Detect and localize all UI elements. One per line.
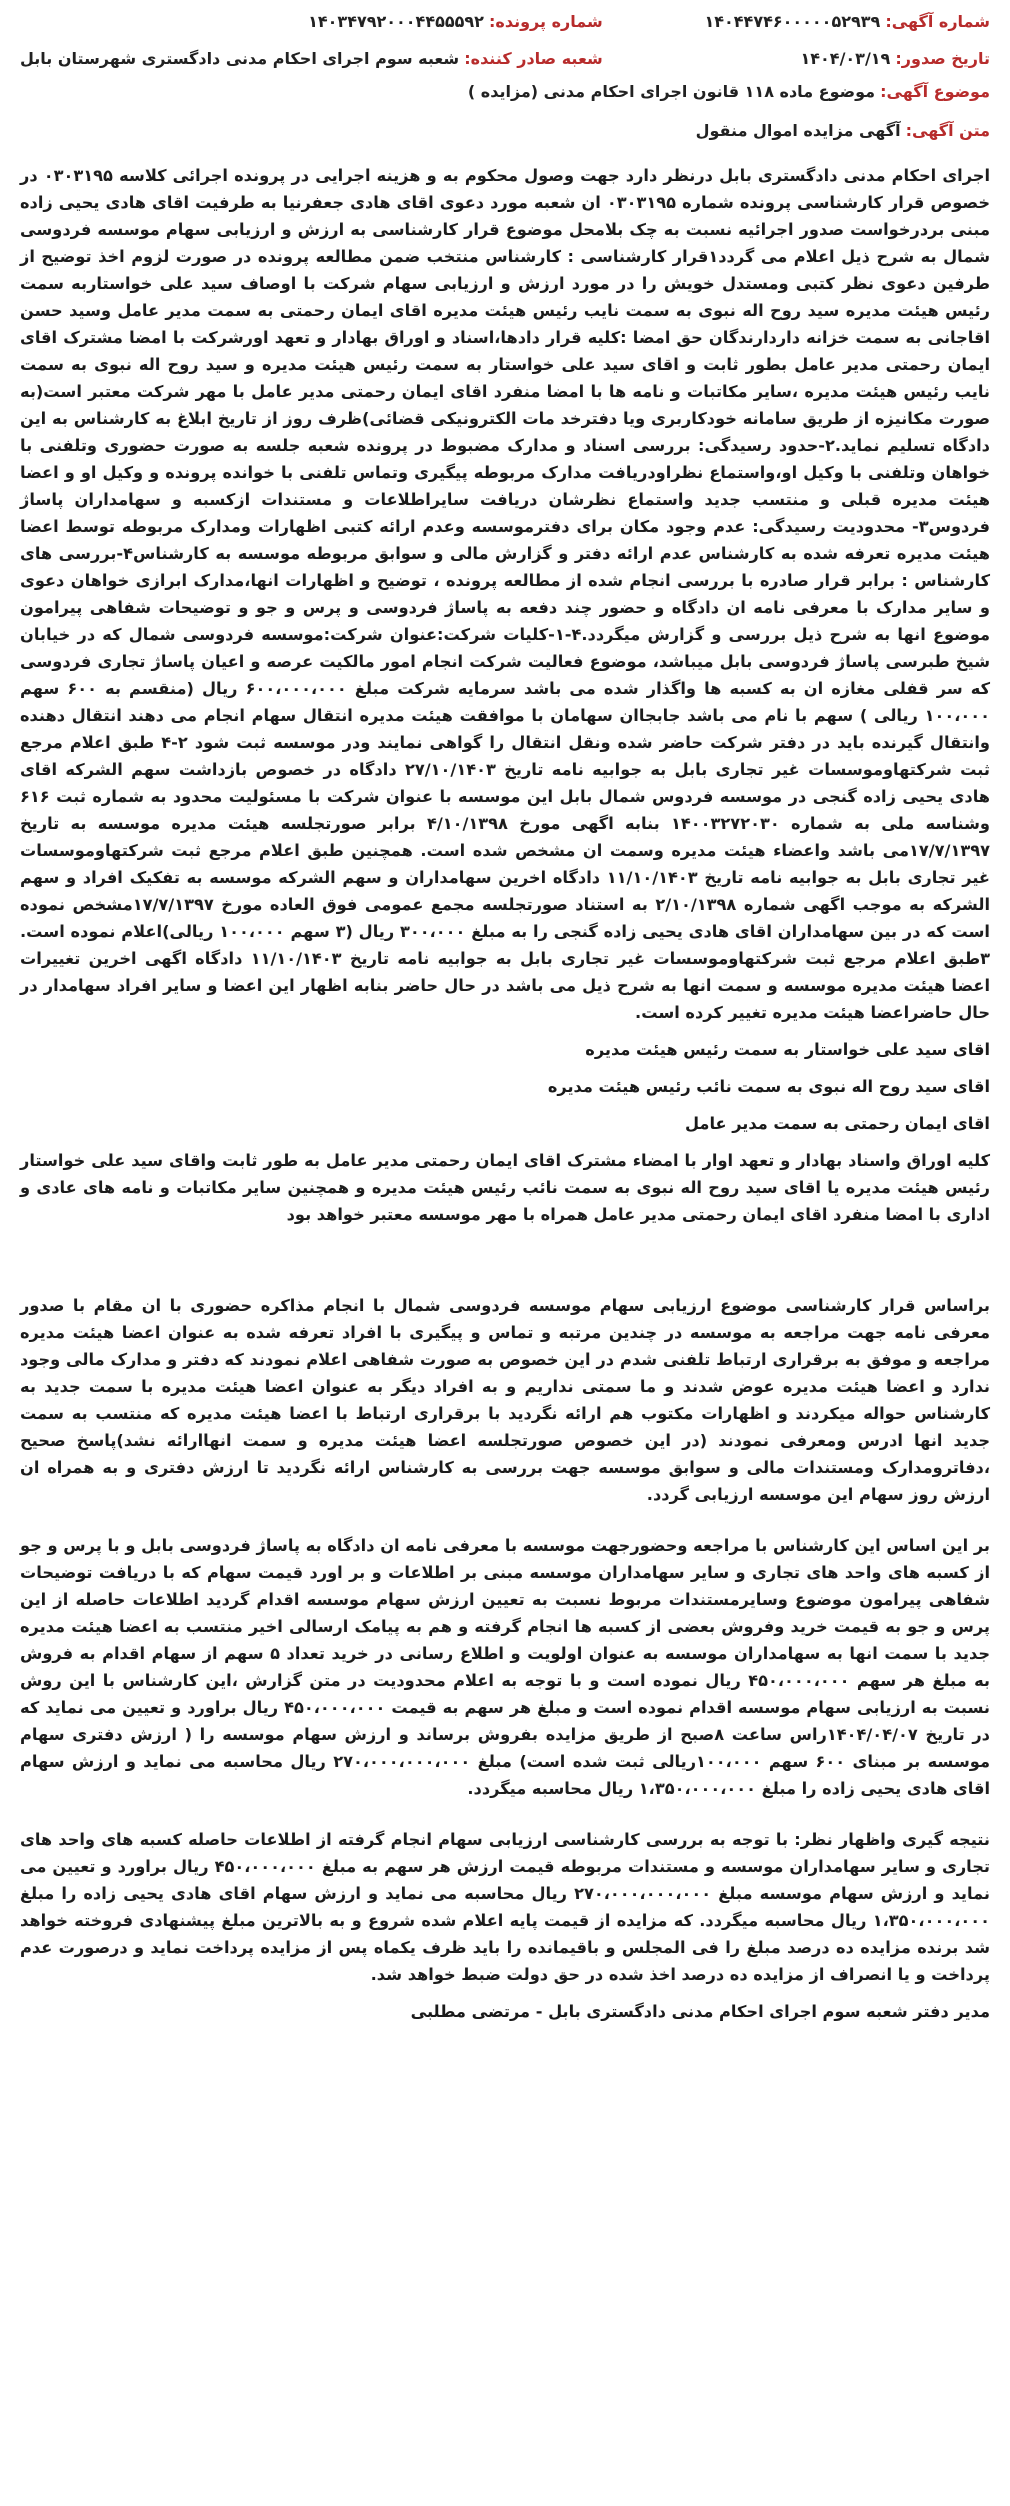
section-gap [20, 1228, 990, 1292]
ad-number-value: ۱۴۰۴۴۷۴۶۰۰۰۰۰۵۲۹۳۹ [704, 12, 881, 31]
body-paragraph-1: اجرای احکام مدنی دادگستری بابل درنظر دارد جهت وصول محکوم به و هزینه اجرایی در پرونده اجرائی کلاسه ۰۳۰۳۱۹۵ در خصوص قرار کارشناسی پرونده شماره ۰۳۰۳۱۹۵ ان شعبه مورد دعوی اقای هادی جعفرنیا به طرفیت اقای هادی یحیی زاده مبنی بردرخواست صدور اجرائیه نسبت به چک بلامحل موضوع قرار کارشناسی به ارزش و ارزیابی سهام موسسه فردوسی شمال به شرح ذیل اعلام می گردد۱قرار کارشناسی : کارشناس منتخب ضمن مطالعه پرونده در صورت لزوم اخذ توضیح از طرفین دعوی نظر کتبی ومستدل خویش را در مورد ارزش و ارزیابی سهام شرکت با اوصاف سید علی خواستاربه سمت رئیس هیئت مدیره سید روح اله نبوی به سمت نایب رئیس هیئت مدیره اقای ایمان رحمتی به سمت مدیر عامل وسید حسن اقاجانی به سمت خزانه داردارندگان حق امضا :کلیه قرار دادها،اسناد و اوراق بهادار و تعهد اورشرکت با امضا مشترک اقای ایمان رحمتی مدیر عامل بطور ثابت و اقای سید علی خواستار به سمت رئیس هیئت مدیره و سید روح اله نبوی به سمت نایب رئیس هیئت مدیره ،سایر مکاتبات و نامه ها با امضا منفرد اقای ایمان رحمتی مدیر عامل با مهر شرکت معتبر است(به صورت مکانیزه از طریق سامانه خودکاربری ویا دفترخد مات الکترونیکی قضائی)ظرف روز از تاریخ ابلاغ به کارشناس به این دادگاه تسلیم نماید.۲-حدود رسیدگی: بررسی اسناد و مدارک مضبوط در پرونده شعبه جلسه به صورت حضوری وتلفنی با خواهان وتلفنی با وکیل او،واستماع نظراودریافت مدارک مربوطه پیگیری وتماس تلفنی با خوانده پرونده و وکیل او و اعضا هیئت مدیره قبلی و منتسب جدید واستماع نظرشان دریافت سایراطلاعات و مستندات ازکسبه و سهامداران پاساژ فردوس۳- محدودیت رسیدگی: عدم وجود مکان برای دفترموسسه وعدم ارائه کتبی اظهارات ومدارک مربوطه توسط اعضا هیئت مدیره تعرفه شده به کارشناس عدم ارائه دفتر و گزارش مالی و سوابق مربوطه موسسه به کارشناس۴-بررسی های کارشناس : برابر قرار صادره با بررسی انجام شده از مطالعه پرونده ، توضیح و اظهارات انها،مدارک ابرازی خواهان دعوی و سایر مدارک با معرفی نامه ان دادگاه و حضور چند دفعه به پاساژ فردوسی و پرس و جو و توضیحات شفاهی پیرامون موضوع انها به شرح ذیل بررسی و گزارش میگردد.۴-۱-کلیات شرکت:عنوان شرکت:موسسه فردوسی شمال که در خیابان شیخ طبرسی پاساژ فردوسی بابل میباشد، موضوع فعالیت شرکت انجام امور مالکیت عرصه و اعیان پاساژ تجاری فردوسی که سر قفلی مغازه ان به کسبه ها واگذار شده می باشد سرمایه شرکت مبلغ ۶۰۰،۰۰۰،۰۰۰ ریال (منقسم به ۶۰۰ سهم ۱۰۰،۰۰۰ ریالی ) سهم با نام می باشد جابجاان سهامان با موافقت هیئت مدیره انتقال سهام انجام می دهند انتقال دهنده وانتقال گیرنده باید در دفتر شرکت حاضر شده ونقل انتقال را گواهی نمایند ودر موسسه ثبت شود ۲-۴ طبق اعلام مرجع ثبت شرکتهاوموسسات غیر تجاری بابل به جوابیه نامه تاریخ ۲۷/۱۰/۱۴۰۳ دادگاه در خصوص بازداشت سهم الشرکه اقای هادی یحیی زاده گنجی در موسسه فردوس شمال بابل این موسسه با عنوان شرکت با مسئولیت محدود به شماره ثبت ۶۱۶ وشناسه ملی به شماره ۱۴۰۰۳۲۷۲۰۳۰ بنابه اگهی مورخ ۴/۱۰/۱۳۹۸ برابر صورتجلسه هیئت مدیره موسسه به تاریخ ۱۷/۷/۱۳۹۷می باشد واعضاء هیئت مدیره وسمت ان مشخص شده است. همچنین طبق اعلام مرجع ثبت شرکتهاوموسسات غیر تجاری بابل به جوابیه نامه تاریخ ۱۱/۱۰/۱۴۰۳ دادگاه اخرین سهامداران و سهم الشرکه موسسه به تفکیک افراد و سهم الشرکه به موجب اگهی شماره ۲/۱۰/۱۳۹۸ به استناد صورتجلسه مجمع عمومی فوق العاده مورخ ۱۷/۷/۱۳۹۷مشخص نموده است که در بین سهامداران اقای هادی یحیی زاده گنجی را به مبلغ ۳۰۰،۰۰۰ ریال (۳ سهم ۱۰۰،۰۰۰ ریالی)اعلام نموده است. ۳طبق اعلام مرجع ثبت شرکتهاوموسسات غیر تجاری بابل به جوابیه نامه تاریخ ۱۱/۱۰/۱۴۰۳ دادگاه اگهی اخرین تغییرات اعضا هیئت مدیره موسسه و سمت انها به شرح ذیل می باشد در حال حاضر بنابه اظهار این اعضا و سایر افراد سهامدار در حال حاضراعضا هیئت مدیره تغییر کرده است. [20, 166, 991, 1022]
body-paragraph-4: بر این اساس این کارشناس با مراجعه وحضورجهت موسسه با معرفی نامه ان دادگاه به پاساژ فردوسی بابل و با پرس و جو از کسبه های واحد های تجاری و سایر سهامداران موسسه مبنی بر اطلاعات و بر اورد قیمت سهام که با دریافت توضیحات شفاهی پیرامون موضوع وسایرمستندات مربوط نسبت به تعیین ارزش سهام موسسه اقدام گردید اطلاعات حاصله از این پرس و جو به قیمت خرید وفروش بعضی از کسبه ها انجام گرفته و هم به پیامک ارسالی اخیر منتسب به اعضا هیئت مدیره جدید با سمت انها به سهامداران موسسه به عنوان اولویت و اطلاع رسانی در خرید تعداد ۵ سهم از سهام اقدام به فروش به مبلغ هر سهم ۴۵۰،۰۰۰،۰۰۰ ریال نموده است و با توجه به اعلام محدودیت در متن گزارش ،این کارشناس با این روش نسبت به ارزیابی سهام موسسه اقدام نموده است و مبلغ هر سهم به قیمت ۴۵۰،۰۰۰،۰۰۰ ریال براورد و تعیین می نماید که در تاریخ ۱۴۰۴/۰۴/۰۷راس ساعت ۸صبح از طریق مزایده بفروش برساند و ارزش سهام موسسه را ( ارزش دفتری سهام موسسه بر مبنای ۶۰۰ سهم ۱۰۰،۰۰۰ریالی ثبت شده است) مبلغ ۲۷۰،۰۰۰،۰۰۰،۰۰۰ ریال محاسبه می نماید و ارزش سهام اقای هادی یحیی زاده را مبلغ ۱،۳۵۰،۰۰۰،۰۰۰ ریال محاسبه میگردد. [20, 1536, 991, 1798]
header-left-column [20, 12, 603, 68]
issuer-label: شعبه صادر کننده: [464, 49, 603, 68]
ad-text-title [20, 121, 990, 140]
board-member-1: اقای سید علی خواستار به سمت رئیس هیئت مدیره [585, 1040, 990, 1059]
header-right-column [704, 12, 990, 68]
issue-date-label: تاریخ صدور: [895, 49, 990, 68]
ad-number [704, 12, 990, 31]
issue-date [704, 49, 990, 68]
text-title-label: متن آگهی: [905, 121, 990, 140]
issuer-value: شعبه سوم اجرای احکام مدنی دادگستری شهرستان بابل [20, 49, 460, 68]
case-number-label: شماره پرونده: [489, 12, 603, 31]
issuer [20, 49, 603, 68]
subject-label: موضوع آگهی: [880, 82, 990, 101]
ad-header [20, 12, 990, 68]
signature: مدیر دفتر شعبه سوم اجرای احکام مدنی دادگستری بابل - مرتضی مطلبی [410, 2002, 990, 2021]
subject-value: موضوع ماده ۱۱۸ قانون اجرای احکام مدنی (مزایده ) [467, 82, 876, 101]
case-number [20, 12, 603, 31]
issue-date-value: ۱۴۰۴/۰۳/۱۹ [800, 49, 891, 68]
case-number-value: ۱۴۰۳۴۷۹۲۰۰۰۴۴۵۵۵۹۲ [308, 12, 484, 31]
board-member-2: اقای سید روح اله نبوی به سمت نائب رئیس هیئت مدیره [547, 1077, 990, 1096]
body-paragraph-3: براساس قرار کارشناسی موضوع ارزیابی سهام موسسه فردوسی شمال با انجام مذاکره حضوری با ان مقام با صدور معرفی نامه جهت مراجعه به موسسه در چندین مرتبه و تماس و پیگیری با افراد تعرفه شده به عنوان اعضا هیئت مدیره مراجعه و موفق به برقراری ارتباط تلفنی شدم در این خصوص به صورت شفاهی اعلام نمودند که دفتر و مدارک مالی وجود ندارد و اعضا هیئت مدیره عوض شدند و ما سمتی نداریم و به افراد دیگر به عنوان اعضا هیئت مدیره با سمت جدید به کارشناس حواله میکردند و اظهارات مکتوب هم ارائه نگردید با برقراری ارتباط با اعضا هیئت مدیره که منتسب به سمت جدید انها ادرس ومعرفی نمودند (در این خصوص صورتجلسه اعضا هیئت مدیره و سمت انهاارائه نشد)پاسخ صحیح ،دفاترومدارک ومستندات مالی و سوابق موسسه جهت بررسی به کارشناس ارائه نگردید تا ارزش دفتری و به همراه ان ارزش روز سهام این موسسه ارزیابی گردد. [20, 1296, 990, 1504]
text-title-value: آگهی مزایده اموال منقول [695, 121, 901, 140]
body-paragraph-2: کلیه اوراق واسناد بهادار و تعهد اوار با امضاء مشترک اقای ایمان رحمتی مدیر عامل به طور ثابت واقای سید علی خواستار رئیس هیئت مدیره یا اقای سید روح اله نبوی به سمت نائب رئیس هیئت مدیره و همچنین سایر مکاتبات و نامه های عادی و اداری با امضا منفرد اقای ایمان رحمتی مدیر عامل همراه با مهر موسسه معتبر خواهد بود [20, 1151, 990, 1224]
ad-subject [20, 82, 990, 101]
ad-number-label: شماره آگهی: [885, 12, 990, 31]
body-paragraph-5: نتیجه گیری واظهار نظر: با توجه به بررسی کارشناسی ارزیابی سهام انجام گرفته از اطلاعات حاصله کسبه های واحد های تجاری و سایر سهامداران موسسه و مستندات مربوطه قیمت ارزش هر سهم به مبلغ ۴۵۰،۰۰۰،۰۰۰ ریال براورد و تعیین می نماید و ارزش سهام موسسه مبلغ ۲۷۰،۰۰۰،۰۰۰،۰۰۰ ریال محاسبه می نماید و ارزش سهام اقای هادی یحیی زاده را مبلغ ۱،۳۵۰،۰۰۰،۰۰۰ ریال محاسبه میگردد. که مزایده از قیمت پایه اعلام شده شروع و به بالاترین مبلغ پیشنهادی فروخته خواهد شد برنده مزایده ده درصد مبلغ را فی المجلس و باقیمانده را باید ظرف یکماه پس از مزایده پرداخت نماید و درصورت عدم پرداخت و یا انصراف از مزایده ده درصد اخذ شده در حق دولت ضبط خواهد شد. [20, 1830, 991, 1984]
board-member-3: اقای ایمان رحمتی به سمت مدیر عامل [684, 1114, 990, 1133]
